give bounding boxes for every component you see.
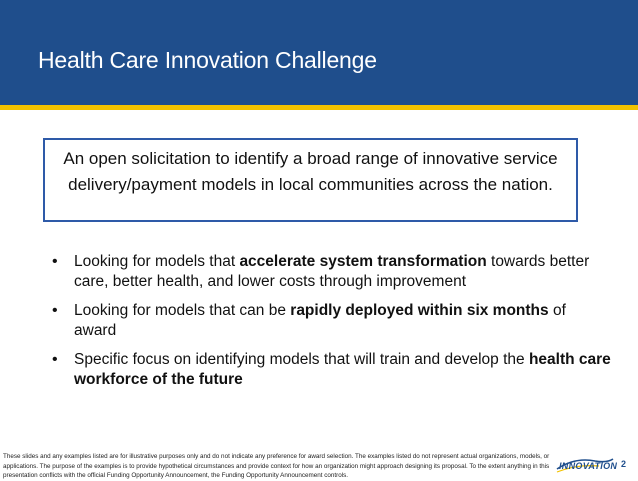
bullet-text-post: of award [74,302,566,339]
callout-box [43,138,578,222]
bullet-text-bold: rapidly deployed within six months [290,302,549,319]
bullet-text-pre: Looking for models that [74,253,240,270]
bullet-dot-icon: • [52,253,58,270]
bullet-dot-icon: • [52,351,58,368]
bullet-text-bold: accelerate system transformation [239,253,487,270]
page-number: 2 [621,459,627,469]
slide-title: Health Care Innovation Challenge [38,47,377,73]
header-band [0,0,638,105]
header-accent-stripe [0,105,638,110]
innovation-logo-icon [555,453,618,475]
bullet-dot-icon: • [52,302,58,319]
bullet-text-bold: health care workforce of the future [74,351,611,388]
bullet-item [52,301,612,341]
logo-text: INNOVATION [559,461,618,471]
footer-disclaimer: These slides and any examples listed are for illustrative purposes only and do not indicate any preference for award selection. The examples listed do not represent actual organizations, models, or applications. The purpose of the examples is to provide hypothetical circumstances and provide context for how an organization might approach designing its proposal. To the extent anything in this presentation conflicts with the official Funding Opportunity Announcement, the Funding Opportunity Announcement controls. [3,453,550,479]
bullet-list [52,252,612,399]
bullet-item [52,350,612,390]
bullet-text-pre: Looking for models that can be [74,302,291,319]
bullet-text-post: towards better care, better health, and lower costs through improvement [74,253,590,290]
bullet-item [52,252,612,292]
bullet-text-pre: Specific focus on identifying models that will train and develop the [74,351,529,368]
callout-text: An open solicitation to identify a broad range of innovative service delivery/payment models in local communities across the nation. [63,149,558,194]
